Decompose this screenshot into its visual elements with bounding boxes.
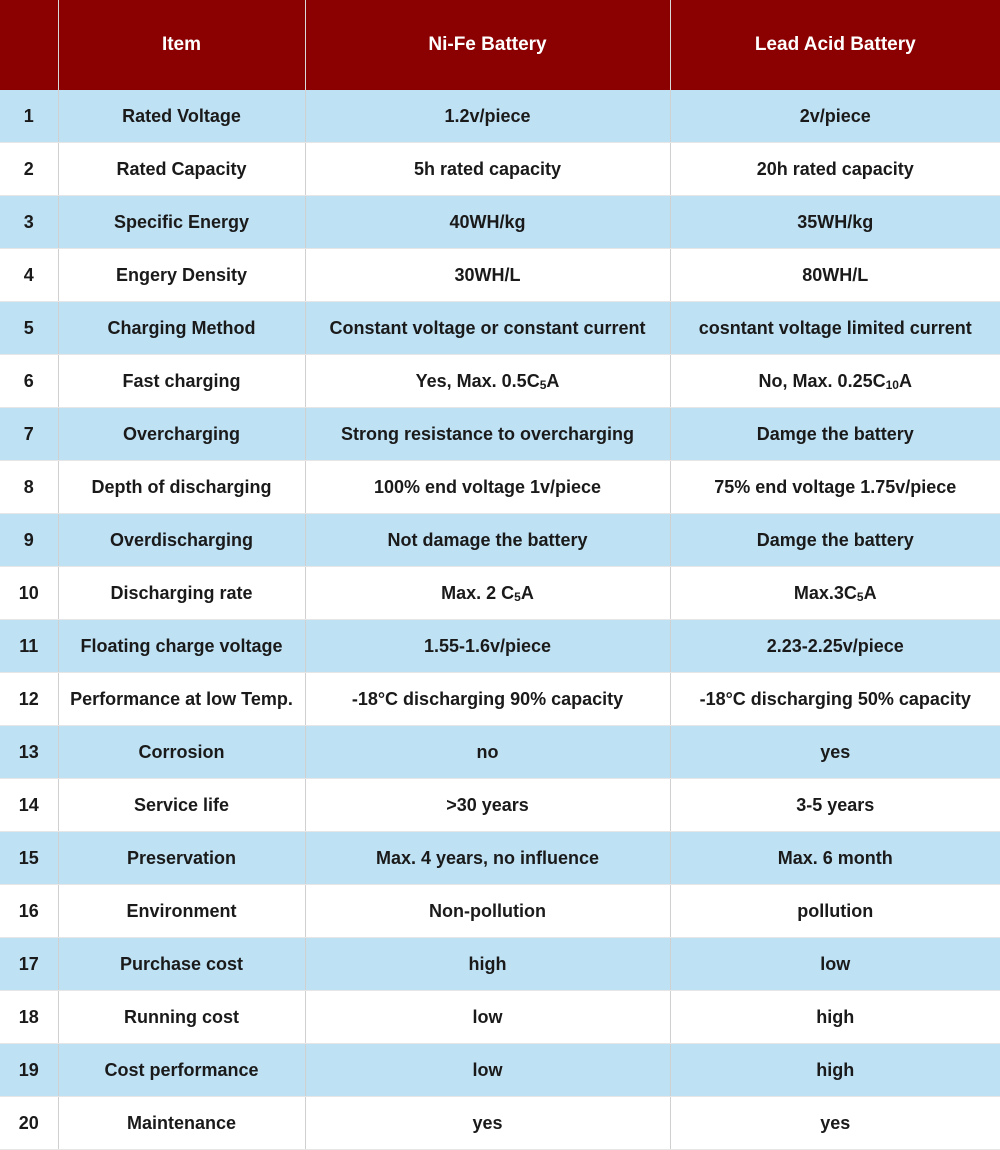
table-row: [0, 143, 1000, 196]
row-item: Engery Density: [58, 249, 305, 302]
row-item: Overdischarging: [58, 514, 305, 567]
table-row: [0, 408, 1000, 461]
table-row: [0, 355, 1000, 408]
row-lead-value: Damge the battery: [670, 408, 1000, 461]
row-item: Purchase cost: [58, 938, 305, 991]
row-nife-value: Non-pollution: [305, 885, 670, 938]
row-nife-value: Not damage the battery: [305, 514, 670, 567]
row-lead-value: high: [670, 1044, 1000, 1097]
table-body: [0, 90, 1000, 1150]
row-item: Corrosion: [58, 726, 305, 779]
row-lead-value: 75% end voltage 1.75v/piece: [670, 461, 1000, 514]
row-item: Rated Voltage: [58, 90, 305, 143]
row-nife-value: low: [305, 991, 670, 1044]
table-row: [0, 779, 1000, 832]
row-lead-value: Max. 6 month: [670, 832, 1000, 885]
row-item: Specific Energy: [58, 196, 305, 249]
row-number: 8: [0, 461, 58, 514]
row-lead-value: yes: [670, 1097, 1000, 1150]
row-number: 13: [0, 726, 58, 779]
row-item: Discharging rate: [58, 567, 305, 620]
row-lead-value: $Max.3C_5A$: [670, 567, 1000, 620]
row-lead-value: high: [670, 991, 1000, 1044]
row-nife-value: Max. 4 years, no influence: [305, 832, 670, 885]
row-number: 15: [0, 832, 58, 885]
table-row: [0, 1097, 1000, 1150]
row-item: Charging Method: [58, 302, 305, 355]
row-lead-value: yes: [670, 726, 1000, 779]
row-number: 14: [0, 779, 58, 832]
header-row: [0, 0, 1000, 90]
table-row: [0, 461, 1000, 514]
row-item: Maintenance: [58, 1097, 305, 1150]
table-row: [0, 620, 1000, 673]
row-lead-value: 35WH/kg: [670, 196, 1000, 249]
row-lead-value: 2.23-2.25v/piece: [670, 620, 1000, 673]
row-number: 10: [0, 567, 58, 620]
row-number: 11: [0, 620, 58, 673]
row-number: 6: [0, 355, 58, 408]
row-number: 18: [0, 991, 58, 1044]
row-number: 19: [0, 1044, 58, 1097]
row-number: 2: [0, 143, 58, 196]
row-item: Depth of discharging: [58, 461, 305, 514]
row-item: Cost performance: [58, 1044, 305, 1097]
table-row: [0, 90, 1000, 143]
row-lead-value: Damge the battery: [670, 514, 1000, 567]
row-nife-value: Strong resistance to overcharging: [305, 408, 670, 461]
row-number: 12: [0, 673, 58, 726]
row-item: Performance at low Temp.: [58, 673, 305, 726]
row-number: 1: [0, 90, 58, 143]
row-number: 20: [0, 1097, 58, 1150]
table-row: [0, 196, 1000, 249]
row-lead-value: 2v/piece: [670, 90, 1000, 143]
row-number: 17: [0, 938, 58, 991]
row-item: Rated Capacity: [58, 143, 305, 196]
row-item: Floating charge voltage: [58, 620, 305, 673]
row-number: 5: [0, 302, 58, 355]
row-nife-value: Max. 2 $C_5A$: [305, 567, 670, 620]
row-nife-value: 30WH/L: [305, 249, 670, 302]
header-lead-acid-battery: Lead Acid Battery: [670, 0, 1000, 90]
row-nife-value: 5h rated capacity: [305, 143, 670, 196]
row-nife-value: -18°C discharging 90% capacity: [305, 673, 670, 726]
row-item: Preservation: [58, 832, 305, 885]
row-lead-value: 80WH/L: [670, 249, 1000, 302]
table-row: [0, 991, 1000, 1044]
table-row: [0, 832, 1000, 885]
table-row: [0, 938, 1000, 991]
row-item: Overcharging: [58, 408, 305, 461]
row-nife-value: 1.2v/piece: [305, 90, 670, 143]
table-header: [0, 0, 1000, 90]
row-nife-value: no: [305, 726, 670, 779]
row-nife-value: Yes, Max. $0.5C_5A$: [305, 355, 670, 408]
row-nife-value: low: [305, 1044, 670, 1097]
row-nife-value: Constant voltage or constant current: [305, 302, 670, 355]
row-number: 4: [0, 249, 58, 302]
table-row: [0, 885, 1000, 938]
header-nife-battery: Ni-Fe Battery: [305, 0, 670, 90]
row-lead-value: No, Max. $0.25C_{10}A$: [670, 355, 1000, 408]
table-row: [0, 249, 1000, 302]
row-nife-value: >30 years: [305, 779, 670, 832]
row-nife-value: yes: [305, 1097, 670, 1150]
table-row: [0, 302, 1000, 355]
row-lead-value: low: [670, 938, 1000, 991]
row-item: Service life: [58, 779, 305, 832]
table-row: [0, 514, 1000, 567]
row-lead-value: 3-5 years: [670, 779, 1000, 832]
row-lead-value: -18°C discharging 50% capacity: [670, 673, 1000, 726]
row-nife-value: 40WH/kg: [305, 196, 670, 249]
row-item: Environment: [58, 885, 305, 938]
row-number: 9: [0, 514, 58, 567]
header-item: Item: [58, 0, 305, 90]
table-row: [0, 567, 1000, 620]
table-row: [0, 1044, 1000, 1097]
row-number: 7: [0, 408, 58, 461]
row-lead-value: 20h rated capacity: [670, 143, 1000, 196]
row-nife-value: 100% end voltage 1v/piece: [305, 461, 670, 514]
row-item: Running cost: [58, 991, 305, 1044]
row-item: Fast charging: [58, 355, 305, 408]
table-row: [0, 673, 1000, 726]
row-lead-value: pollution: [670, 885, 1000, 938]
row-number: 3: [0, 196, 58, 249]
row-nife-value: high: [305, 938, 670, 991]
row-nife-value: 1.55-1.6v/piece: [305, 620, 670, 673]
header-number: [0, 0, 58, 90]
row-number: 16: [0, 885, 58, 938]
table-row: [0, 726, 1000, 779]
row-lead-value: cosntant voltage limited current: [670, 302, 1000, 355]
